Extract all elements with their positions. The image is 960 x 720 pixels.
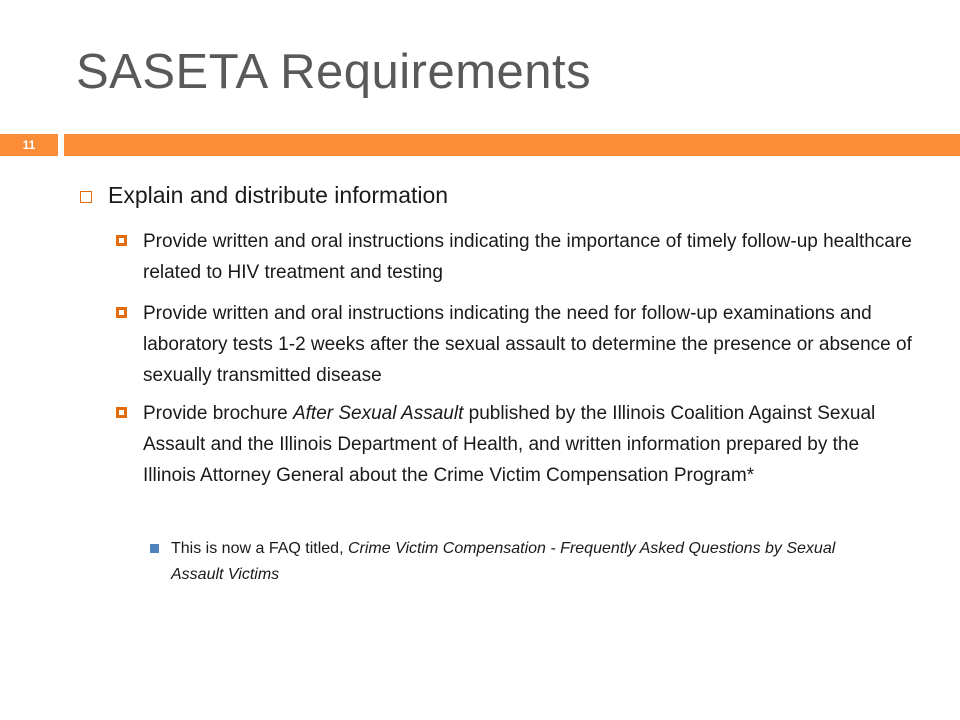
accent-bar	[64, 134, 960, 156]
brochure-title: After Sexual Assault	[292, 403, 464, 424]
list-item-text: Provide written and oral instructions indicating the need for follow-up examinations and laboratory tests 1-2 weeks after the sexual assault to determine the presence or absence of sexually transmitted disease	[143, 303, 912, 386]
list-item	[116, 298, 916, 391]
list-item	[116, 398, 916, 491]
square-bullet-icon	[116, 235, 127, 246]
sub-list-item	[150, 536, 870, 588]
square-bullet-icon	[116, 407, 127, 418]
faq-title: Crime Victim Compensation - Frequently Asked Questions by Sexual Assault Victims	[171, 540, 836, 583]
list-item-text: Provide brochure After Sexual Assault published by the Illinois Coalition Against Sexual Assault and the Illinois Department of Health, and written information prepared by the Illinois Attorney General about the Crime Victim Compensation Program*	[143, 403, 876, 486]
list-item	[116, 226, 916, 288]
list-item-text: Provide written and oral instructions indicating the importance of timely follow-up healthcare related to HIV treatment and testing	[143, 231, 912, 283]
bullet-heading	[80, 180, 940, 210]
slide-title: SASETA Requirements	[76, 45, 592, 99]
sub-list-item-text: This is now a FAQ titled, Crime Victim Compensation - Frequently Asked Questions by Sexual Assault Victims	[171, 540, 836, 583]
square-bullet-icon	[116, 307, 127, 318]
filled-square-bullet-icon	[150, 544, 159, 553]
bullet-heading-text: Explain and distribute information	[108, 182, 449, 208]
slide-number: 11	[0, 134, 58, 156]
hollow-square-bullet-icon	[80, 191, 92, 203]
